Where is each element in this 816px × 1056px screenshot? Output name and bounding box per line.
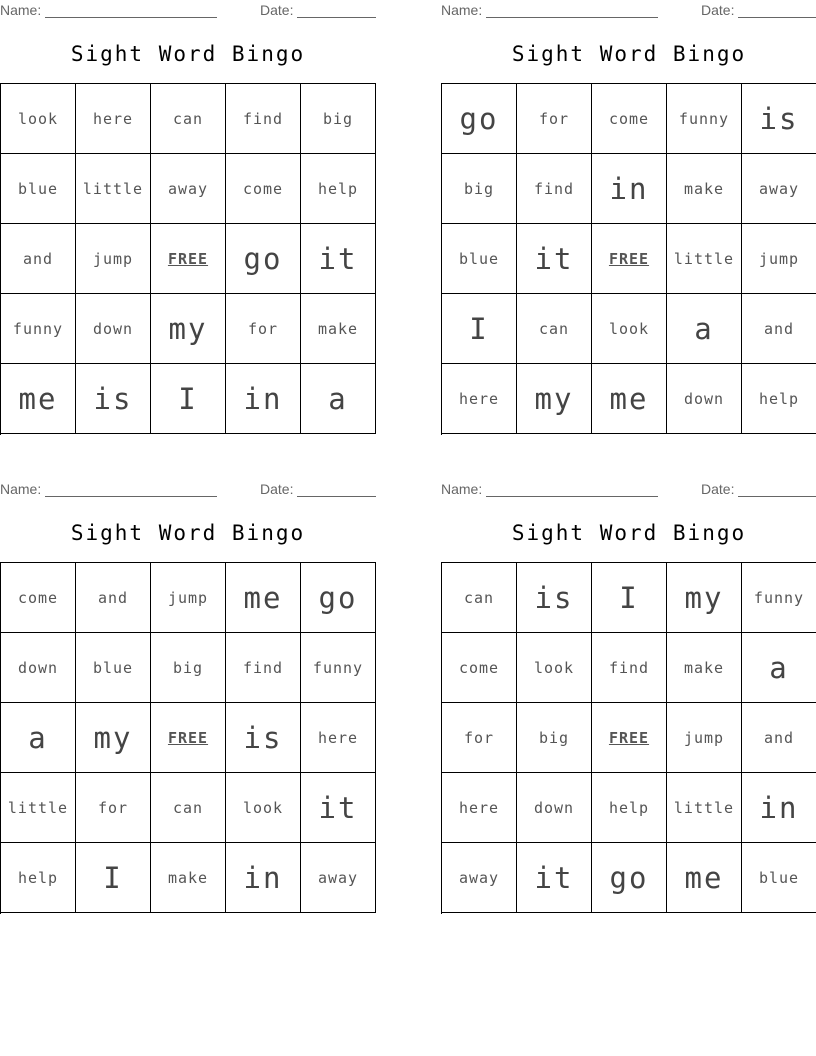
bingo-cell: jump — [151, 563, 226, 633]
bingo-cell: and — [742, 703, 816, 773]
name-blank — [45, 481, 217, 497]
name-label: Name: — [441, 2, 483, 18]
name-label: Name: — [0, 2, 42, 18]
bingo-cell: help — [301, 154, 376, 224]
bingo-cell: and — [76, 563, 151, 633]
date-label: Date: — [260, 481, 294, 497]
bingo-cell: is — [76, 364, 151, 434]
bingo-cell: down — [76, 294, 151, 364]
bingo-cell: down — [517, 773, 592, 843]
bingo-cell: for — [76, 773, 151, 843]
bingo-cell: help — [592, 773, 667, 843]
bingo-cell: jump — [667, 703, 742, 773]
bingo-cell: in — [226, 364, 301, 434]
bingo-cell: little — [667, 224, 742, 294]
bingo-cell: it — [301, 773, 376, 843]
bingo-cell: can — [517, 294, 592, 364]
bingo-cell: my — [151, 294, 226, 364]
bingo-cell: I — [592, 563, 667, 633]
bingo-cell: me — [592, 364, 667, 434]
bingo-cell: make — [667, 633, 742, 703]
name-date-row — [0, 481, 376, 499]
name-date-row — [441, 481, 816, 499]
name-label: Name: — [0, 481, 42, 497]
bingo-cell: big — [301, 84, 376, 154]
bingo-cell: in — [592, 154, 667, 224]
bingo-cell: I — [442, 294, 517, 364]
bingo-cell: find — [226, 84, 301, 154]
bingo-cell: come — [1, 563, 76, 633]
name-blank — [45, 2, 217, 18]
bingo-cell: make — [151, 843, 226, 913]
name-blank — [486, 2, 658, 18]
name-date-row — [441, 2, 816, 20]
name-date-row — [0, 2, 376, 20]
name-label: Name: — [441, 481, 483, 497]
bingo-cell: find — [226, 633, 301, 703]
bingo-grid — [0, 562, 376, 914]
bingo-cell: big — [442, 154, 517, 224]
bingo-cell: look — [1, 84, 76, 154]
bingo-cell: help — [1, 843, 76, 913]
date-blank — [738, 2, 816, 18]
bingo-cell: go — [301, 563, 376, 633]
bingo-card-2 — [441, 0, 816, 436]
bingo-cell: can — [442, 563, 517, 633]
card-title: Sight Word Bingo — [511, 521, 747, 545]
bingo-cell: in — [742, 773, 816, 843]
bingo-cell: here — [442, 364, 517, 434]
bingo-grid — [441, 562, 816, 914]
bingo-cell: funny — [742, 563, 816, 633]
bingo-cell: my — [517, 364, 592, 434]
bingo-cell: me — [226, 563, 301, 633]
bingo-cell: here — [301, 703, 376, 773]
bingo-cell: funny — [667, 84, 742, 154]
date-label: Date: — [260, 2, 294, 18]
bingo-cell: blue — [442, 224, 517, 294]
bingo-card-3 — [0, 479, 376, 915]
bingo-cell: my — [667, 563, 742, 633]
bingo-cell: make — [667, 154, 742, 224]
bingo-cell: find — [517, 154, 592, 224]
date-label: Date: — [701, 481, 735, 497]
bingo-cell: and — [1, 224, 76, 294]
bingo-cell: little — [76, 154, 151, 224]
bingo-cell: for — [226, 294, 301, 364]
bingo-cell: is — [742, 84, 816, 154]
free-space: FREE — [592, 703, 667, 773]
bingo-cell: come — [442, 633, 517, 703]
bingo-grid — [0, 83, 376, 435]
bingo-cell: look — [226, 773, 301, 843]
free-space: FREE — [151, 224, 226, 294]
bingo-cell: make — [301, 294, 376, 364]
bingo-cell: little — [1, 773, 76, 843]
bingo-cell: it — [517, 843, 592, 913]
card-title: Sight Word Bingo — [70, 521, 306, 545]
free-space: FREE — [151, 703, 226, 773]
bingo-cell: funny — [1, 294, 76, 364]
bingo-cell: my — [76, 703, 151, 773]
bingo-cell: can — [151, 84, 226, 154]
bingo-card-4 — [441, 479, 816, 915]
bingo-cell: here — [76, 84, 151, 154]
bingo-cell: away — [742, 154, 816, 224]
card-title: Sight Word Bingo — [511, 42, 747, 66]
bingo-cell: go — [442, 84, 517, 154]
bingo-cell: away — [301, 843, 376, 913]
bingo-cell: is — [226, 703, 301, 773]
bingo-cell: I — [151, 364, 226, 434]
bingo-cell: I — [76, 843, 151, 913]
bingo-cell: down — [667, 364, 742, 434]
bingo-cell: big — [151, 633, 226, 703]
bingo-cell: big — [517, 703, 592, 773]
bingo-cell: me — [1, 364, 76, 434]
date-blank — [297, 2, 376, 18]
bingo-cell: come — [592, 84, 667, 154]
bingo-cell: little — [667, 773, 742, 843]
bingo-cell: away — [442, 843, 517, 913]
date-label: Date: — [701, 2, 735, 18]
bingo-cell: jump — [76, 224, 151, 294]
bingo-cell: look — [517, 633, 592, 703]
bingo-cell: can — [151, 773, 226, 843]
bingo-cell: go — [226, 224, 301, 294]
bingo-cell: down — [1, 633, 76, 703]
bingo-cell: go — [592, 843, 667, 913]
bingo-cell: a — [301, 364, 376, 434]
bingo-cell: away — [151, 154, 226, 224]
bingo-cell: funny — [301, 633, 376, 703]
bingo-grid — [441, 83, 816, 435]
free-space: FREE — [592, 224, 667, 294]
bingo-cell: come — [226, 154, 301, 224]
date-blank — [738, 481, 816, 497]
bingo-cell: jump — [742, 224, 816, 294]
date-blank — [297, 481, 376, 497]
bingo-cell: and — [742, 294, 816, 364]
bingo-cell: blue — [1, 154, 76, 224]
bingo-cell: for — [517, 84, 592, 154]
bingo-cell: it — [517, 224, 592, 294]
bingo-cell: blue — [742, 843, 816, 913]
bingo-cell: for — [442, 703, 517, 773]
name-blank — [486, 481, 658, 497]
bingo-cell: here — [442, 773, 517, 843]
bingo-cell: in — [226, 843, 301, 913]
bingo-cell: a — [667, 294, 742, 364]
bingo-cell: blue — [76, 633, 151, 703]
bingo-cell: a — [742, 633, 816, 703]
card-title: Sight Word Bingo — [70, 42, 306, 66]
bingo-cell: look — [592, 294, 667, 364]
bingo-cell: help — [742, 364, 816, 434]
bingo-cell: it — [301, 224, 376, 294]
bingo-cell: is — [517, 563, 592, 633]
bingo-card-1 — [0, 0, 376, 436]
bingo-cell: me — [667, 843, 742, 913]
bingo-cell: find — [592, 633, 667, 703]
bingo-cell: a — [1, 703, 76, 773]
